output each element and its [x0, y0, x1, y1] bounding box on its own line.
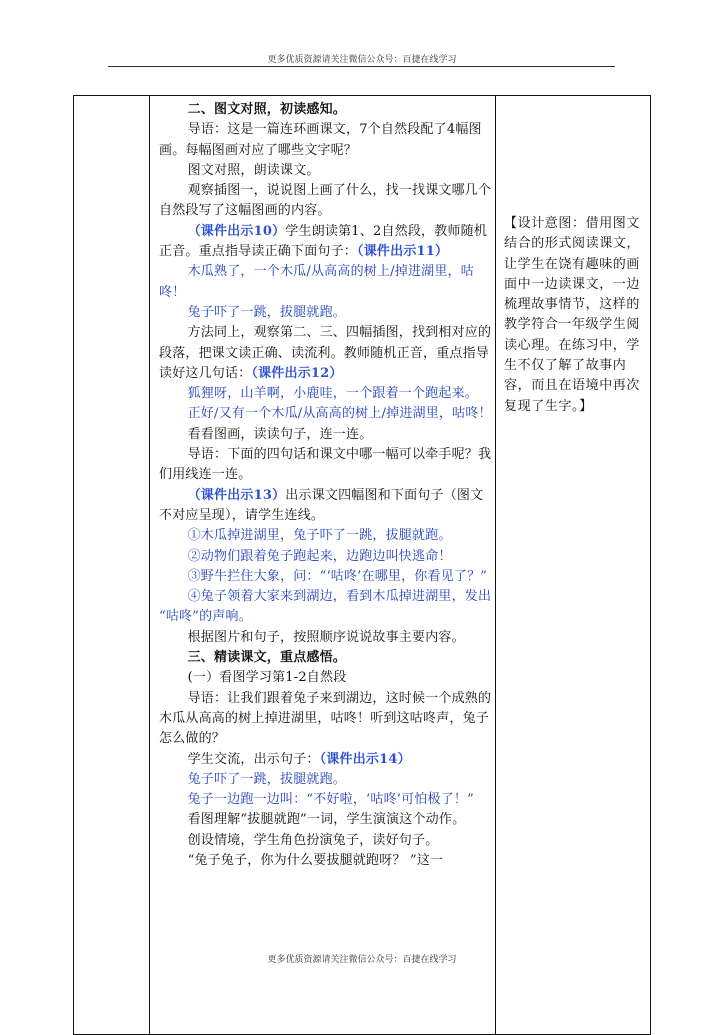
paragraph: 看图理解“拔腿就跑”一词，学生演演这个动作。 — [187, 812, 466, 828]
paragraph: （课件出示10）学生朗读第1、2自然段，教师随机正音。重点指导读正确下面句子：（课件出示11） — [159, 223, 488, 260]
paragraph: 导语：下面的四句话和课文中哪一幅可以牵手呢？我们用线连一连。 — [159, 447, 492, 483]
paragraph: 观察插图一，说说图上画了什么，找一找课文哪几个自然段写了这幅图画的内容。 — [159, 183, 492, 219]
design-intent-note: 【设计意图：借用图文结合的形式阅读课文，让学生在饶有趣味的画面中一边读课文，一边梳理故事情节，这样的教学符合一年级学生阅读心理。在练习中，学生不仅了解了故事内容，而且在语境中再次复现了生字。】 — [504, 216, 641, 414]
paragraph: 导语：这是一篇连环画课文，7个自然段配了4幅图画。每幅图画对应了哪些文字呢？ — [159, 122, 482, 158]
paragraph: “兔子兔子，你为什么要拔腿就跑呀？ ”这一 — [187, 852, 444, 868]
option: ②动物们跟着兔子跑起来，边跑边叫快逃命！ — [187, 548, 452, 564]
quote: 狐狸呀，山羊啊，小鹿哇，一个跟着一个跑起来。 — [187, 386, 478, 402]
option: ④兔子领着大家来到湖边，看到木瓜掉进湖里，发出 “咕咚”的声响。 — [159, 589, 492, 625]
courseware-cite: （课件出示11） — [357, 244, 449, 260]
courseware-cite: （课件出示10） — [187, 223, 286, 239]
paragraph: (一）看图学习第1-2自然段 — [187, 670, 347, 686]
paragraph: 导语：让我们跟着兔子来到湖边，这时候一个成熟的 木瓜从高高的树上掉进湖里，咕咚！听到这咕咚声，兔子怎么做的？ — [159, 690, 492, 747]
paragraph: 学生交流，出示句子：（课件出示14） — [187, 751, 411, 767]
section-heading-2: 二、图文对照，初读感知。 — [187, 102, 346, 117]
column-divider-right — [495, 95, 496, 1035]
courseware-cite: （课件出示12） — [251, 365, 343, 381]
paragraph: 根据图片和句子，按照顺序说说故事主要内容。 — [187, 629, 465, 645]
section-heading-3: 三、精读课文，重点感悟。 — [187, 650, 346, 666]
option: ③野牛拦住大象，问：“‘咕咚’在哪里，你看见了？” — [187, 568, 488, 584]
courseware-cite: （课件出示13） — [187, 487, 286, 503]
paragraph: （课件出示13）出示课文四幅图和下面句子（图文不对应呈现），请学生连线。 — [159, 487, 484, 523]
quote: 正好/又有一个木瓜/从高高的树上/掉进湖里，咕咚！ — [187, 406, 492, 422]
lesson-content — [159, 100, 493, 871]
quote: 兔子吓了一跳，拔腿就跑。 — [187, 304, 346, 320]
column-divider-left — [149, 95, 150, 1035]
page-footer: 更多优质资源请关注微信公众号：百捷在线学习 — [267, 955, 457, 965]
option: ①木瓜掉进湖里，兔子吓了一跳，拔腿就跑。 — [187, 528, 452, 544]
quote: 兔子一边跑一边叫：“不好啦，‘咕咚’可怕极了！” — [187, 792, 474, 808]
quote: 兔子吓了一跳，拔腿就跑。 — [187, 771, 346, 787]
header-rule — [108, 66, 615, 67]
page-header: 更多优质资源请关注微信公众号：百捷在线学习 — [267, 55, 457, 65]
paragraph: 创设情境，学生角色扮演兔子，读好句子。 — [187, 832, 439, 848]
quote: 木瓜熟了，一个木瓜/从高高的树上/掉进湖里，咕咚！ — [159, 264, 474, 300]
paragraph: 图文对照，朗读课文。 — [187, 162, 320, 178]
paragraph: 方法同上，观察第二、三、四幅插图，找到相对应的段落，把课文读正确、读流利。教师随机正音，重点指导读好这几句话：（课件出示12） — [159, 325, 492, 381]
paragraph: 看看图画，读读句子，连一连。 — [187, 426, 373, 442]
courseware-cite: （课件出示14） — [319, 751, 411, 767]
